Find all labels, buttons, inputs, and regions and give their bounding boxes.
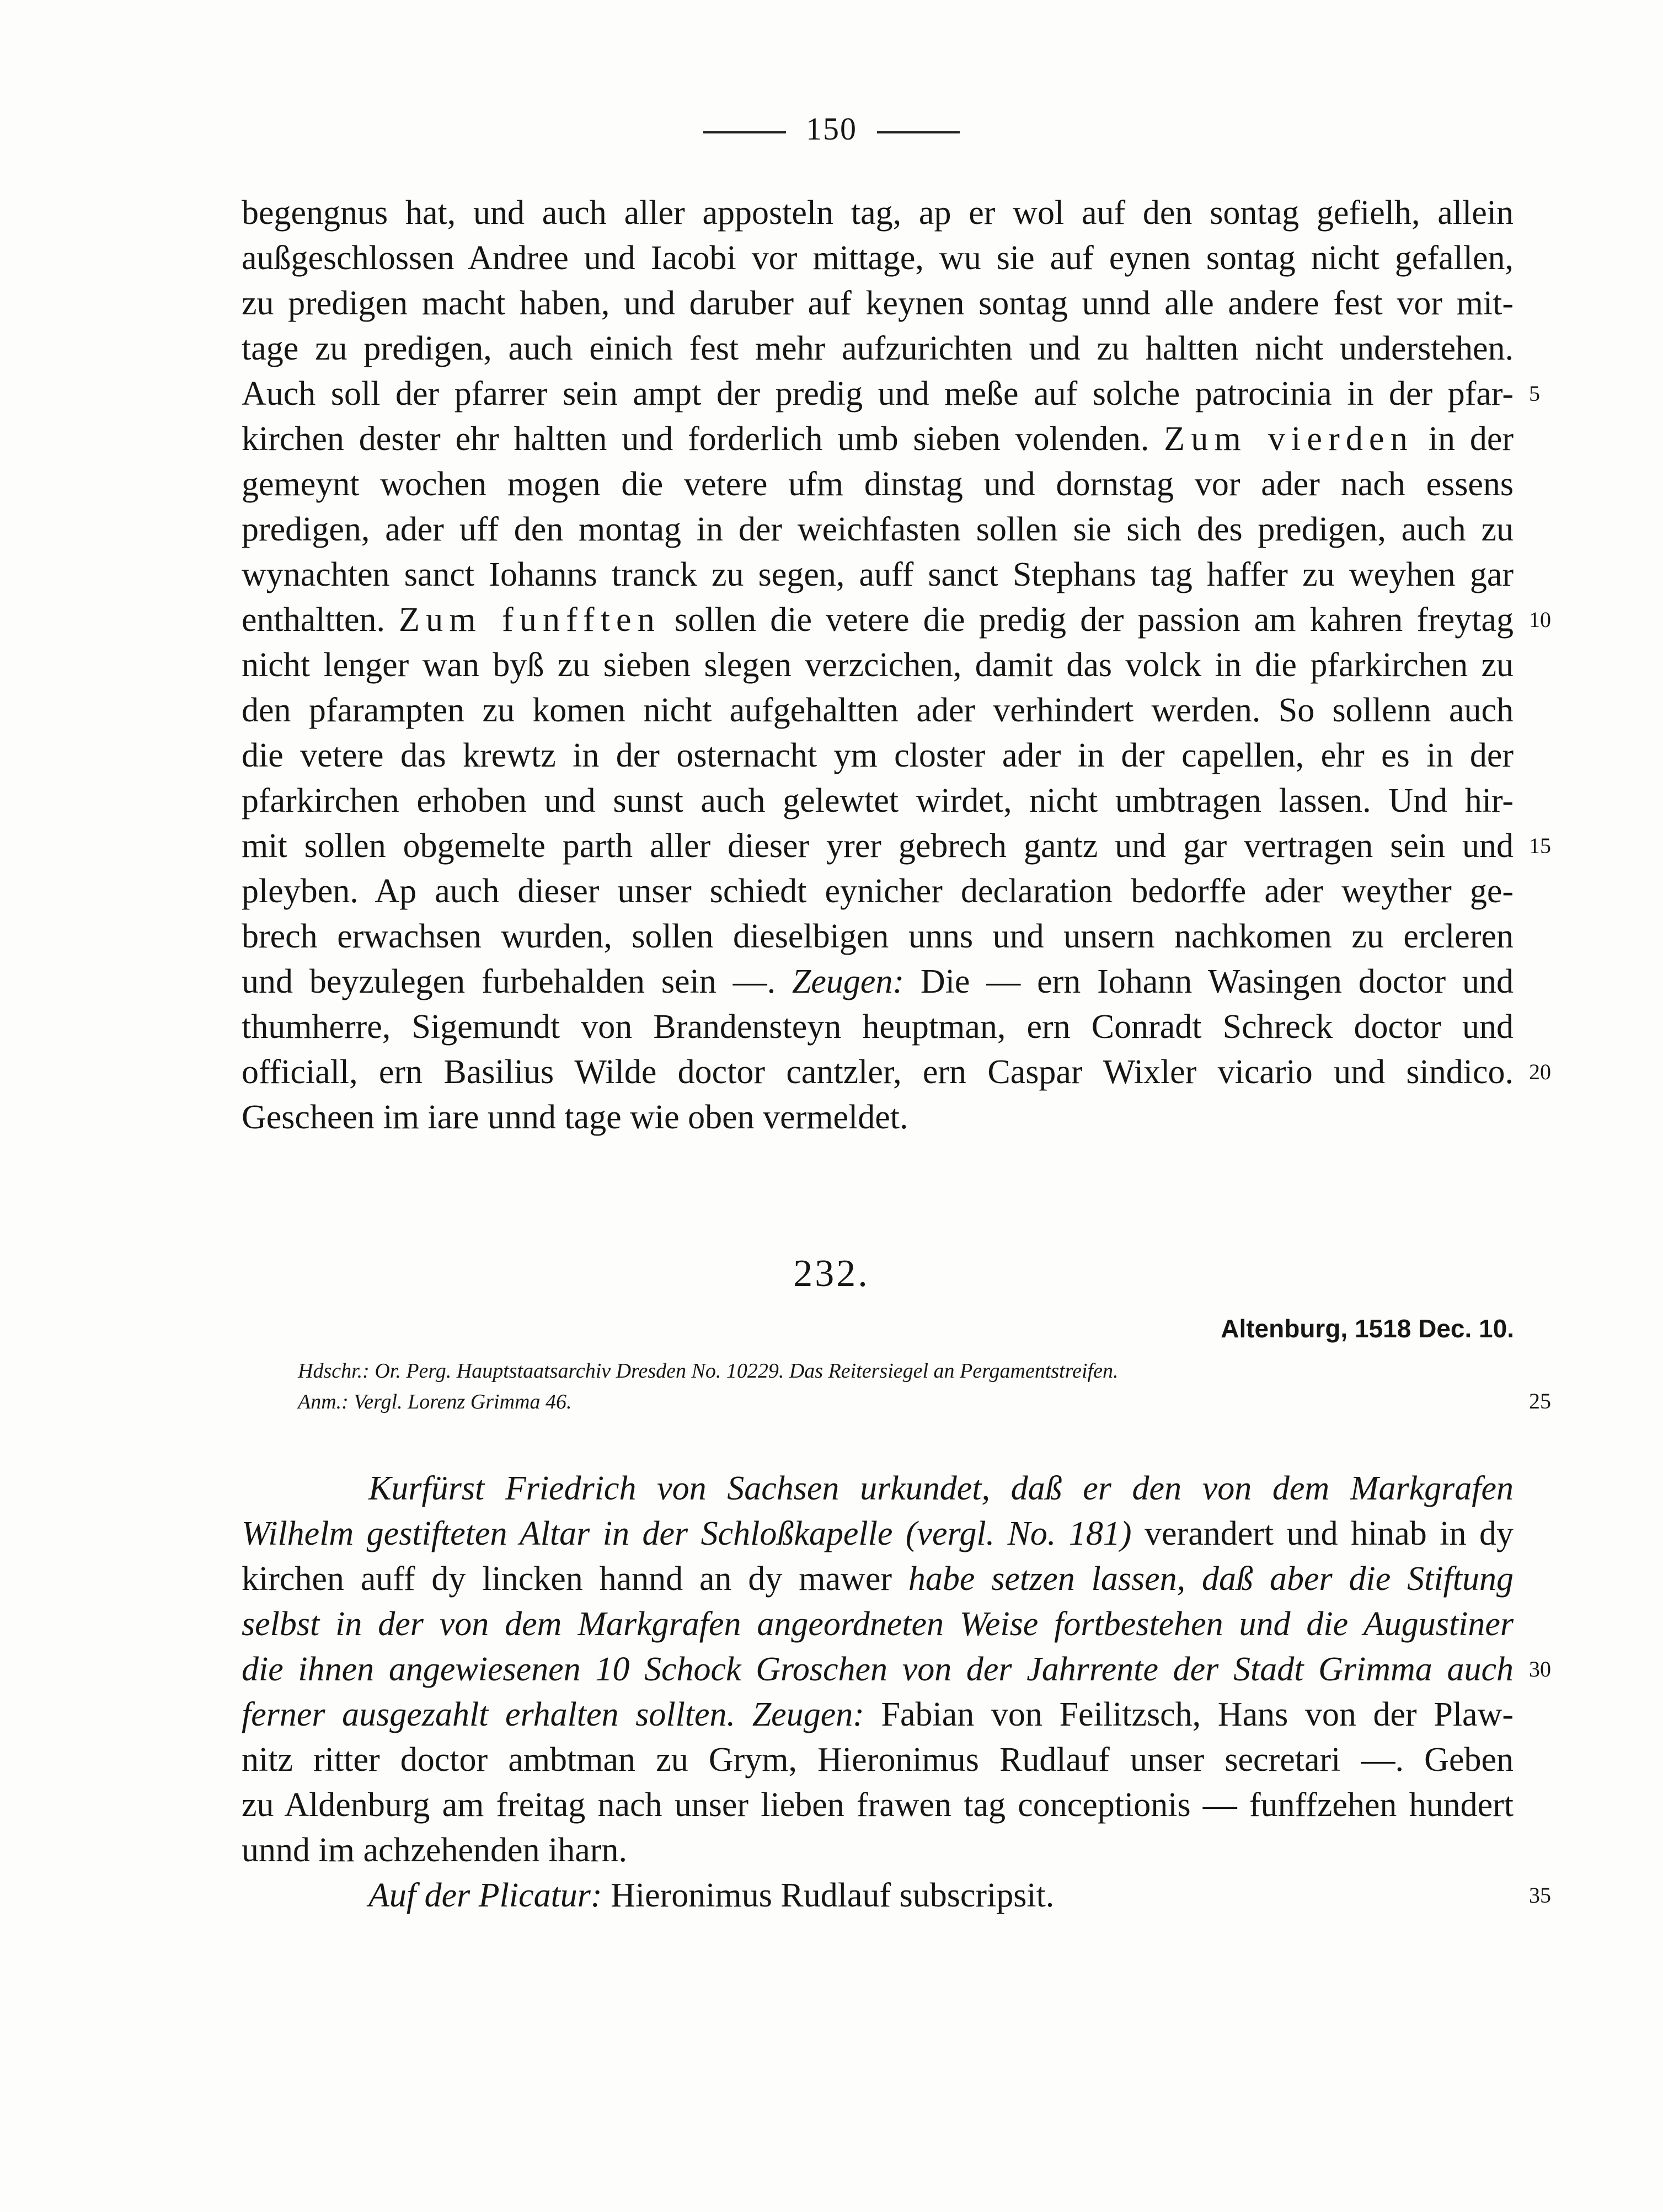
text-segment: verandert und hinab in dy bbox=[1131, 1515, 1514, 1552]
text-segment: kirchen auff dy lincken hannd an dy mawer bbox=[242, 1560, 908, 1598]
text-segment: Gescheen im iare unnd tage wie oben vermeldet. bbox=[242, 1099, 908, 1136]
text-segment: sollen die vetere die predig der passion am kahren freytag bbox=[660, 601, 1514, 639]
text-line bbox=[242, 869, 1514, 914]
text-segment: die vetere das krewtz in der osternacht ym closter ader in der capellen, ehr es in der bbox=[242, 737, 1514, 774]
text-segment: unnd im achzehenden iharn. bbox=[242, 1831, 627, 1869]
text-segment: tage zu predigen, auch einich fest mehr aufzurichten und zu haltten nicht understehen. bbox=[242, 330, 1514, 367]
text-line bbox=[242, 959, 1514, 1004]
text-segment: predigen, ader uff den montag in der weichfasten sollen sie sich des predigen, auch zu bbox=[242, 511, 1514, 548]
place-and-date: Altenburg, 1518 Dec. 10. bbox=[1221, 1314, 1514, 1343]
text-line bbox=[242, 688, 1514, 733]
text-segment: zu Aldenburg am freitag nach unser lieben frawen tag conceptionis — funffzehen hundert bbox=[242, 1786, 1514, 1824]
text-segment: und beyzulegen furbehalden sein —. bbox=[242, 963, 792, 1000]
text-line bbox=[242, 416, 1514, 462]
line-number: 30 bbox=[1529, 1657, 1551, 1681]
text-line bbox=[242, 235, 1514, 281]
text-segment: thumherre, Sigemundt von Brandensteyn heuptman, ern Conradt Schreck doctor und bbox=[242, 1008, 1514, 1046]
text-line bbox=[242, 1828, 1514, 1873]
text-line bbox=[242, 1737, 1514, 1782]
text-line bbox=[368, 1873, 1514, 1918]
text-segment: begengnus hat, und auch aller apposteln tag, ap er wol auf den sontag gefielh, allein bbox=[242, 194, 1514, 232]
text-segment: Die — ern Iohann Wasingen doctor und bbox=[904, 963, 1514, 1000]
text-segment: den pfarampten zu komen nicht aufgehaltten ader verhindert werden. So sollenn auch bbox=[242, 692, 1514, 729]
text-segment: nitz ritter doctor ambtman zu Grym, Hieronimus Rudlauf unser secretari —. Geben bbox=[242, 1741, 1514, 1779]
document-number: 232. bbox=[793, 1252, 870, 1295]
line-number: 25 bbox=[1529, 1389, 1551, 1413]
text-segment: Auch soll der pfarrer sein ampt der predig und meße auf solche patrocinia in der pfar- bbox=[242, 375, 1514, 413]
line-number: 15 bbox=[1529, 833, 1551, 858]
annotation-note: Anm.: Vergl. Lorenz Grimma 46. bbox=[298, 1390, 572, 1413]
page-header bbox=[0, 110, 1663, 147]
italic-text: Auf der Plicatur: bbox=[368, 1877, 602, 1914]
italic-text: Kurfürst Friedrich von Sachsen urkundet, daß er den von dem Markgrafen bbox=[368, 1470, 1514, 1507]
page-number: 150 bbox=[806, 111, 857, 147]
italic-text: habe setzen lassen, daß aber die Stiftung bbox=[908, 1560, 1514, 1598]
italic-text: ferner ausgezahlt erhalten sollten. Zeugen: bbox=[242, 1696, 864, 1733]
text-line bbox=[242, 371, 1514, 416]
text-segment: nicht lenger wan byß zu sieben slegen verzcichen, damit das volck in die pfarkirchen zu bbox=[242, 646, 1514, 684]
text-line bbox=[242, 552, 1514, 597]
text-segment: kirchen dester ehr haltten und forderlich umb sieben volenden. bbox=[242, 420, 1164, 458]
line-number: 5 bbox=[1529, 381, 1540, 406]
text-segment: pfarkirchen erhoben und sunst auch gelewtet wirdet, nicht umbtragen lassen. Und hir- bbox=[242, 782, 1514, 820]
text-segment: officiall, ern Basilius Wilde doctor cantzler, ern Caspar Wixler vicario und sindico. bbox=[242, 1053, 1514, 1091]
text-line bbox=[242, 823, 1514, 869]
spaced-emphasis: Zum funfften bbox=[399, 601, 661, 639]
line-number: 20 bbox=[1529, 1059, 1551, 1084]
italic-text: Zeugen: bbox=[792, 963, 905, 1000]
text-line bbox=[242, 507, 1514, 552]
text-segment: mit sollen obgemelte parth aller dieser yrer gebrech gantz und gar vertragen sein und bbox=[242, 827, 1514, 865]
text-line bbox=[242, 1556, 1514, 1602]
text-line bbox=[242, 1602, 1514, 1647]
spaced-emphasis: Zum vierden bbox=[1164, 420, 1414, 458]
text-line bbox=[242, 462, 1514, 507]
text-segment: brech erwachsen wurden, sollen dieselbigen unns und unsern nachkomen zu ercleren bbox=[242, 918, 1514, 955]
text-line bbox=[242, 778, 1514, 823]
text-segment: außgeschlossen Andree und Iacobi vor mittage, wu sie auf eynen sontag nicht gefallen, bbox=[242, 239, 1514, 277]
line-number: 35 bbox=[1529, 1883, 1551, 1908]
header-rule-left bbox=[703, 131, 786, 133]
text-line bbox=[242, 1782, 1514, 1828]
text-line bbox=[242, 281, 1514, 326]
text-segment: wynachten sanct Iohanns tranck zu segen, auff sanct Stephans tag haffer zu weyhen gar bbox=[242, 556, 1514, 593]
italic-text: selbst in der von dem Markgrafen angeordneten Weise fortbestehen und die Augustiner bbox=[242, 1605, 1514, 1643]
text-line bbox=[242, 1647, 1514, 1692]
source-note: Hdschr.: Or. Perg. Hauptstaatsarchiv Dresden No. 10229. Das Reitersiegel an Pergamentstreifen. bbox=[298, 1359, 1119, 1383]
text-line bbox=[242, 642, 1514, 688]
text-segment: pleyben. Ap auch dieser unser schiedt eynicher declaration bedorffe ader weyther ge- bbox=[242, 872, 1514, 910]
italic-text: Wilhelm gestifteten Altar in der Schloßkapelle (vergl. No. 181) bbox=[242, 1515, 1132, 1552]
text-line bbox=[242, 733, 1514, 778]
text-line bbox=[242, 1692, 1514, 1737]
text-segment: enthaltten. bbox=[242, 601, 399, 639]
text-line bbox=[242, 914, 1514, 959]
text-line bbox=[242, 190, 1514, 235]
text-segment: Fabian von Feilitzsch, Hans von der Plaw- bbox=[864, 1696, 1514, 1733]
text-segment: gemeynt wochen mogen die vetere ufm dinstag und dornstag vor ader nach essens bbox=[242, 465, 1514, 503]
text-segment: zu predigen macht haben, und daruber auf keynen sontag unnd alle andere fest vor mit- bbox=[242, 285, 1514, 322]
text-line bbox=[242, 1095, 1514, 1140]
text-line bbox=[242, 1004, 1514, 1049]
header-rule-right bbox=[877, 131, 960, 133]
italic-text: die ihnen angewiesenen 10 Schock Groschen von der Jahrrente der Stadt Grimma auch bbox=[242, 1651, 1514, 1688]
text-line bbox=[368, 1466, 1514, 1511]
text-line bbox=[242, 597, 1514, 642]
text-segment: Hieronimus Rudlauf subscripsit. bbox=[602, 1877, 1055, 1914]
text-line bbox=[242, 326, 1514, 371]
line-number: 10 bbox=[1529, 607, 1551, 632]
text-segment: in der bbox=[1413, 420, 1514, 458]
text-line bbox=[242, 1511, 1514, 1556]
text-line bbox=[242, 1049, 1514, 1095]
